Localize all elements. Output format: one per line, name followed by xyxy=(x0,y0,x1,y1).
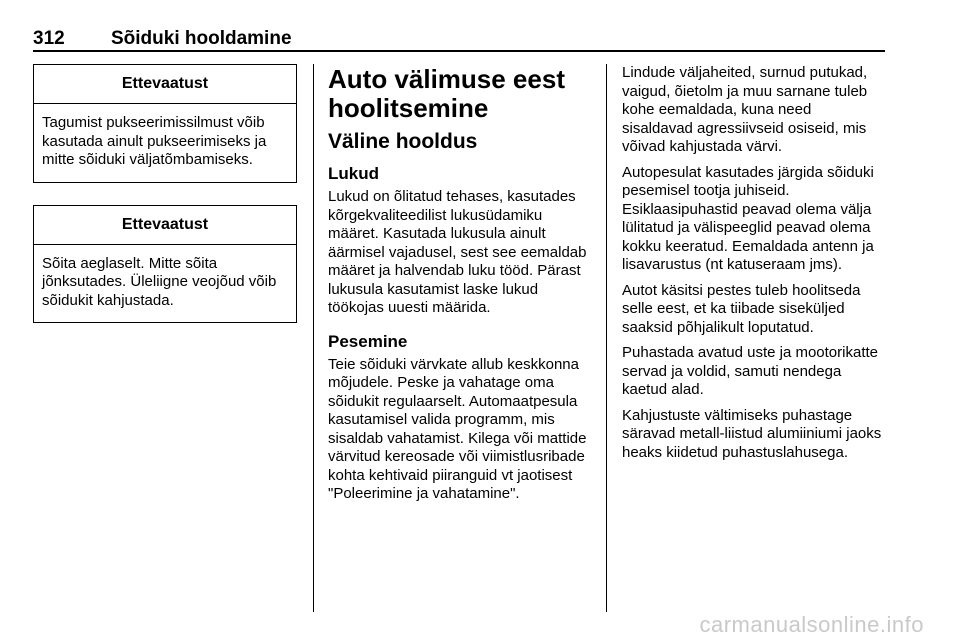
washing-paragraph: Lindude väljaheited, surnud putukad, vaigud, õietolm ja muu sarnane tuleb kohe eemaldada, kuna need sisaldavad agressiivseid osiseid, mis võivad kahjustada värvi. xyxy=(622,64,868,155)
middle-column xyxy=(328,64,591,511)
warning-box-drive-slowly xyxy=(33,205,297,324)
header-rule xyxy=(33,50,885,52)
left-column xyxy=(33,64,297,345)
locks-paragraph: Lukud on õlitatud tehases, kasutades kõrgekvaliteedilist lukusüdamiku määret. Kasutada lukusula ainult äärmisel vajadusel, sest see eemaldab määret ja halvendab luku tööd. Pärast lukusula kasutamist laske lukud töökojas uuesti määrida. xyxy=(328,188,587,316)
warning-text: Sõita aeglaselt. Mitte sõita jõnksutades. Üleliigne veojõud võib sõidukit kahjustada. xyxy=(42,254,277,309)
washing-paragraph: Teie sõiduki värvkate allub keskkonna mõjudele. Peske ja vahatage oma sõidukit regulaarselt. Automaatpesula kasutamisel valida programm, mis sisaldab vahatamist. Kilega või mattide värvitud kereosade või viimistlusribade kohta kehtivaid piiranguid vt jaotisest "Poleerimine ja vahatamine". xyxy=(328,355,587,502)
chapter-title: Sõiduki hooldamine xyxy=(111,28,292,49)
section-title: Auto välimuse eest hoolitsemine xyxy=(328,64,565,123)
watermark: carmanualsonline.info xyxy=(699,612,924,637)
column-divider xyxy=(313,64,314,612)
washing-paragraph: Autopesulat kasutades järgida sõiduki pesemisel tootja juhiseid. Esiklaasipuhastid peavad olema välja lülitatud ja välispeeglid peavad olema kokku keeratud. Eemaldada antenn ja lisavarustus (nt katuseraam jms). xyxy=(622,163,874,273)
page-number: 312 xyxy=(33,28,65,49)
washing-paragraph: Autot käsitsi pestes tuleb hoolitseda selle eest, et ka tiibade siseküljed saaksid põhjalikult loputatud. xyxy=(622,281,861,336)
warning-title: Ettevaatust xyxy=(34,206,296,245)
washing-heading: Pesemine xyxy=(328,331,408,351)
right-column xyxy=(622,64,886,469)
locks-heading: Lukud xyxy=(328,164,379,183)
warning-box-towing-eye xyxy=(33,64,297,183)
column-divider xyxy=(606,64,607,612)
warning-text: Tagumist pukseerimissilmust võib kasutada ainult pukseerimiseks ja mitte sõiduki väljatõmbamiseks. xyxy=(42,114,267,168)
washing-paragraph: Kahjustuste vältimiseks puhastage säravad metall-liistud alumiiniumi jaoks heaks kiidetud puhastuslahusega. xyxy=(622,406,882,461)
section-subtitle: Väline hooldus xyxy=(328,130,478,153)
washing-paragraph: Puhastada avatud uste ja mootorikatte servad ja voldid, samuti nendega kaetud alad. xyxy=(622,344,878,398)
warning-title: Ettevaatust xyxy=(34,65,296,104)
